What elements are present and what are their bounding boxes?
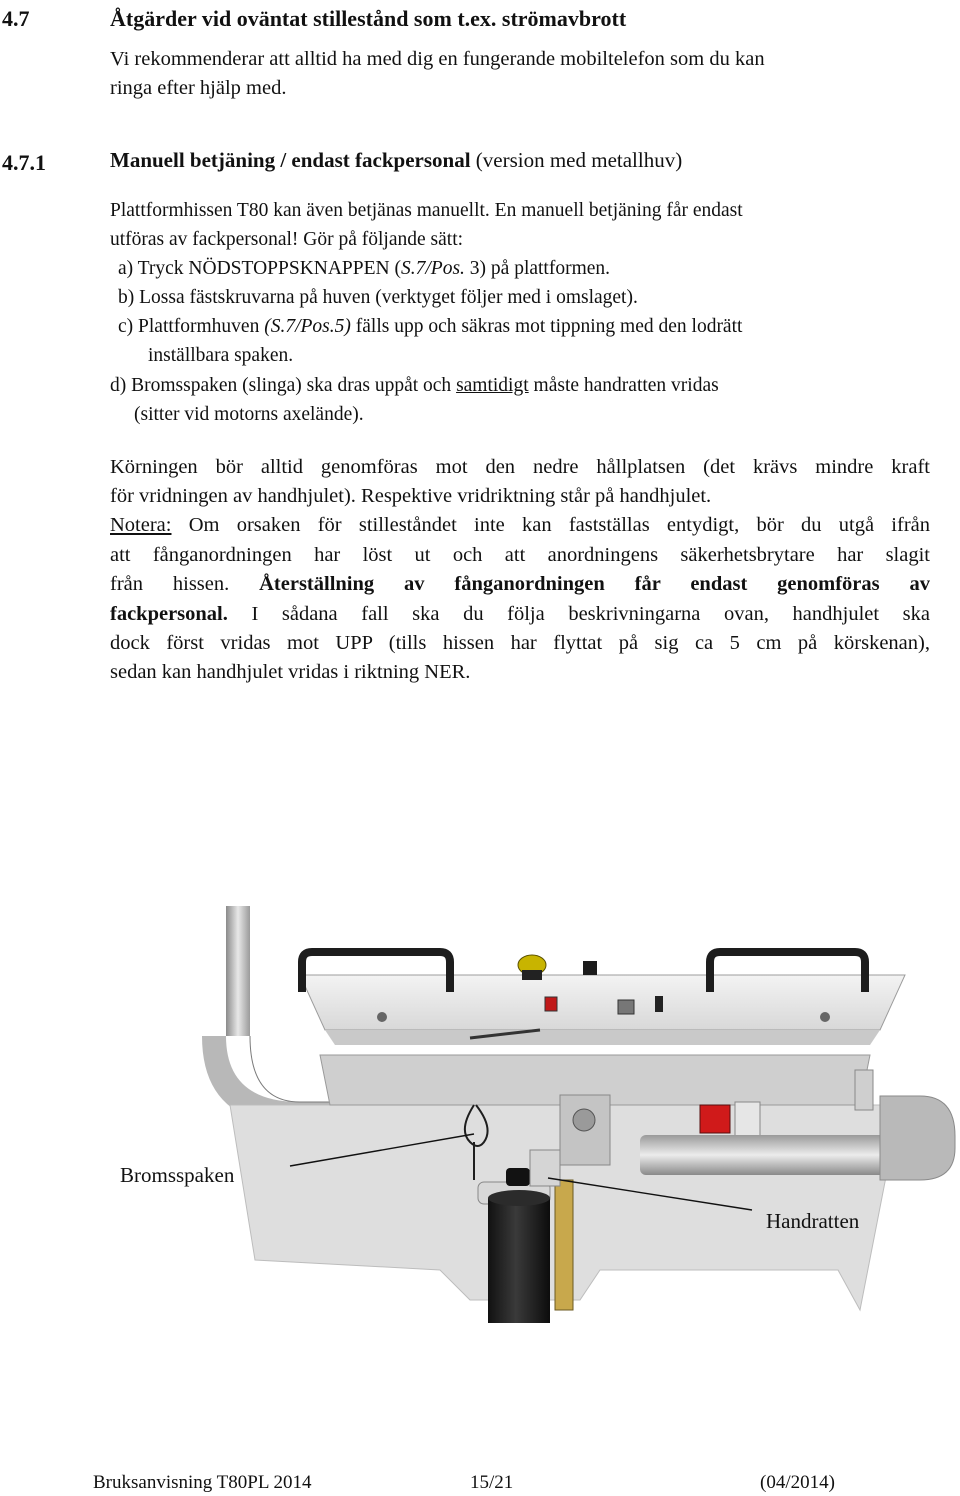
body-line-7: dock först vridas mot UPP (tills hissen har flyttat på sig ca 5 cm på körskenan), — [110, 632, 930, 654]
body-line-5 — [110, 569, 930, 599]
step-d-post: måste handratten vridas — [528, 375, 719, 396]
step-d-continued: (sitter vid motorns axelände). — [134, 404, 364, 425]
step-d — [110, 375, 719, 397]
step-a-ref: S.7/Pos. — [401, 258, 465, 279]
intro-line-2: ringa efter hjälp med. — [110, 77, 287, 99]
body-line-6-bold: fackpersonal. — [110, 603, 228, 625]
body-line-4: att fånganordningen har löst ut och att anordningens säkerhetsbrytare har slagit — [110, 544, 930, 566]
step-b: b) Lossa fästskruvarna på huven (verktyget följer med i omslaget). — [118, 287, 638, 308]
step-c-ref: (S.7/Pos.5) — [264, 316, 351, 337]
subsection-line-1: Plattformhissen T80 kan även betjänas manuellt. En manuell betjäning får endast — [110, 200, 743, 221]
body-line-8: sedan kan handhjulet vridas i riktning NER. — [110, 661, 471, 683]
body-line-2: för vridningen av handhjulet). Respektive vridriktning står på handhjulet. — [110, 485, 712, 507]
left-pipe — [202, 906, 330, 1126]
step-c-post: fälls upp och säkras mot tippning med den lodrätt — [350, 316, 743, 337]
subsection-title — [110, 148, 682, 173]
body-line-6-text: I sådana fall ska du följa beskrivningarna ovan, handhjulet ska — [227, 603, 930, 625]
body-line-5-bold: Återställning av fånganordningen får endast genomföras av — [259, 573, 930, 595]
step-d-underlined: samtidigt — [456, 375, 529, 396]
body-line-5-text: från hissen. — [110, 573, 230, 595]
footer-page-number: 15/21 — [470, 1472, 514, 1493]
label-bromsspaken: Bromsspaken — [120, 1163, 235, 1187]
section-number: 4.7 — [2, 6, 30, 31]
label-handratten: Handratten — [766, 1209, 860, 1233]
step-d-text: d) Bromsspaken (slinga) ska dras uppåt och — [110, 375, 457, 396]
footer-manual-name: Bruksanvisning T80PL 2014 — [93, 1472, 312, 1493]
platform-figure — [0, 880, 960, 1350]
step-c — [118, 316, 742, 338]
step-a-text: a) Tryck NÖDSTOPPSKNAPPEN ( — [118, 258, 401, 279]
step-a-post: 3) på plattformen. — [464, 258, 611, 279]
body-line-6 — [110, 599, 930, 629]
body-line-3-text: Om orsaken för stilleståndet inte kan fastställas entydigt, bör du utgå ifrån — [171, 514, 930, 536]
body-line-3 — [110, 510, 930, 540]
intro-line-1: Vi rekommenderar att alltid ha med dig en fungerande mobiltelefon som du kan — [110, 48, 765, 70]
step-c-continued: inställbara spaken. — [148, 345, 294, 366]
body-line-1: Körningen bör alltid genomföras mot den nedre hållplatsen (det krävs mindre kraft — [110, 456, 930, 478]
step-c-text: c) Plattformhuven — [118, 316, 265, 337]
step-a — [118, 258, 610, 280]
subsection-title-bold: Manuell betjäning / endast fackpersonal — [110, 148, 471, 172]
subsection-line-2: utföras av fackpersonal! Gör på följande sätt: — [110, 229, 464, 250]
platform-lid — [300, 952, 905, 1045]
section-title: Åtgärder vid oväntat stillestånd som t.ex. strömavbrott — [110, 6, 627, 31]
subsection-title-rest: (version med metallhuv) — [475, 148, 683, 172]
footer-date: (04/2014) — [760, 1472, 835, 1493]
subsection-number: 4.7.1 — [2, 150, 46, 175]
note-label: Notera: — [110, 514, 172, 536]
